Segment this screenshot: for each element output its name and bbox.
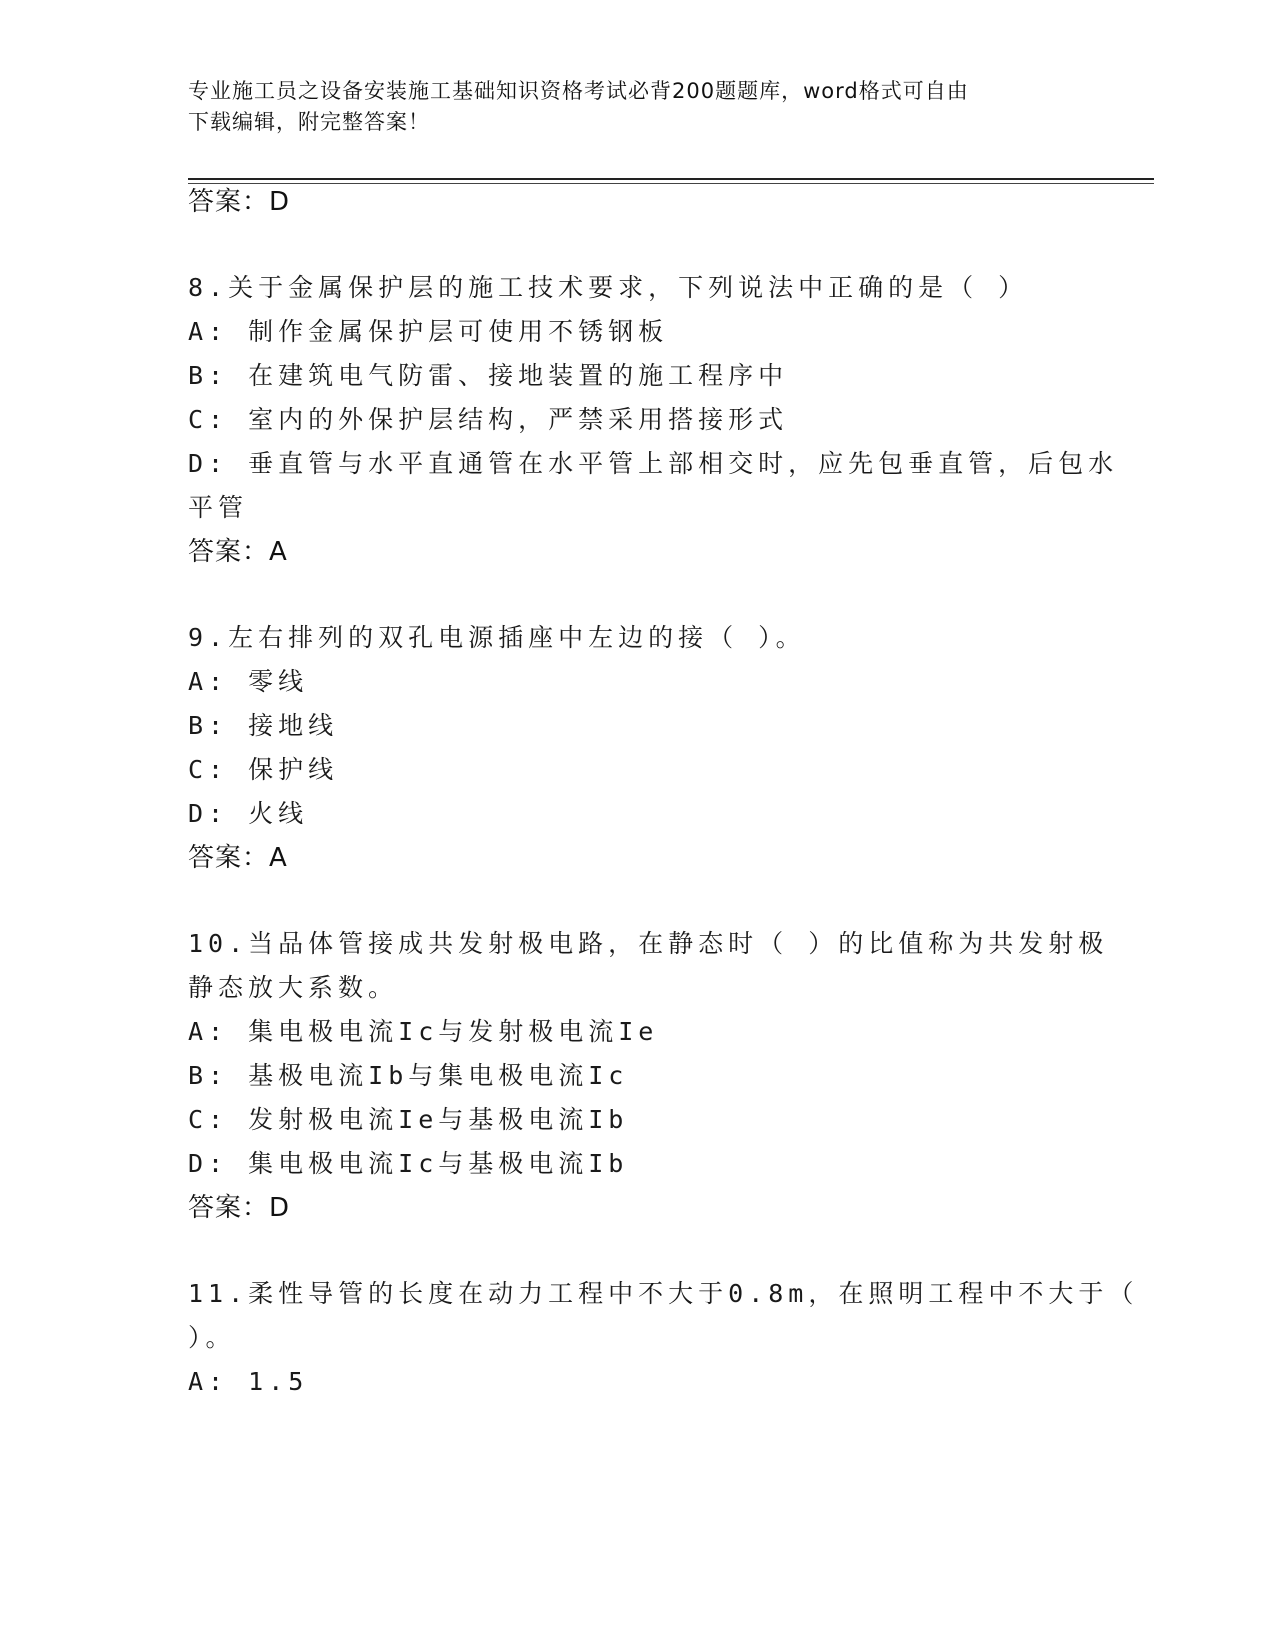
header-title-line-2: 下载编辑，附完整答案！ bbox=[188, 110, 430, 134]
answer-line: 答案：D bbox=[188, 187, 291, 217]
header-divider-thin bbox=[188, 183, 1154, 184]
question-text-continued: 静态放大系数。 bbox=[188, 973, 399, 1002]
option-a: A: 零线 bbox=[188, 667, 309, 696]
answer-line: 答案：A bbox=[188, 537, 288, 567]
option-a: A: 制作金属保护层可使用不锈钢板 bbox=[188, 317, 669, 346]
option-c: C: 发射极电流Ie与基极电流Ib bbox=[188, 1105, 629, 1134]
option-d: D: 垂直管与水平直通管在水平管上部相交时，应先包垂直管，后包水 bbox=[188, 449, 1119, 478]
option-c: C: 室内的外保护层结构，严禁采用搭接形式 bbox=[188, 405, 789, 434]
option-b: B: 在建筑电气防雷、接地装置的施工程序中 bbox=[188, 361, 789, 390]
answer-line: 答案：D bbox=[188, 1193, 291, 1223]
question-text-continued: ）。 bbox=[188, 1323, 236, 1352]
option-d: D: 火线 bbox=[188, 799, 309, 828]
question-text: 11.柔性导管的长度在动力工程中不大于0.8m，在照明工程中不大于（ bbox=[188, 1279, 1139, 1308]
header-title-line-1: 专业施工员之设备安装施工基础知识资格考试必背200题题库，word格式可自由 bbox=[188, 79, 969, 103]
question-text: 8.关于金属保护层的施工技术要求，下列说法中正确的是（ ） bbox=[188, 273, 1029, 302]
option-b: B: 接地线 bbox=[188, 711, 339, 740]
option-a: A: 1.5 bbox=[188, 1367, 309, 1396]
answer-line: 答案：A bbox=[188, 843, 288, 873]
document-header bbox=[188, 76, 1088, 138]
option-b: B: 基极电流Ib与集电极电流Ic bbox=[188, 1061, 629, 1090]
question-text: 10.当品体管接成共发射极电路，在静态时（ ）的比值称为共发射极 bbox=[188, 929, 1109, 958]
header-divider-thick bbox=[188, 178, 1154, 180]
option-c: C: 保护线 bbox=[188, 755, 339, 784]
option-d: D: 集电极电流Ic与基极电流Ib bbox=[188, 1149, 629, 1178]
option-d-continued: 平管 bbox=[188, 493, 249, 522]
option-a: A: 集电极电流Ic与发射极电流Ie bbox=[188, 1017, 659, 1046]
question-text: 9.左右排列的双孔电源插座中左边的接（ ）。 bbox=[188, 623, 806, 652]
